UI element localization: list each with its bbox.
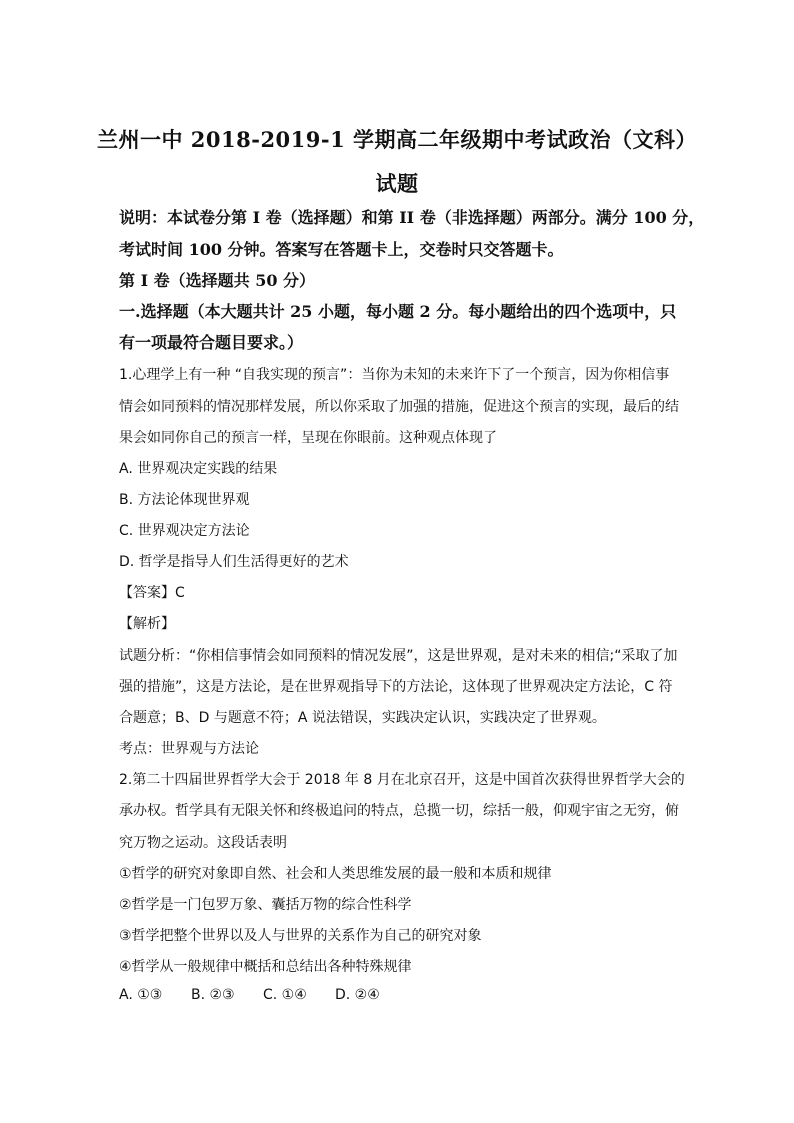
q1-option-a: A. 世界观决定实践的结果 xyxy=(119,461,278,477)
q2-stem-line-3: 究万物之运动。这段话表明 xyxy=(119,835,287,851)
q1-option-b: B. 方法论体现世界观 xyxy=(119,492,250,508)
q2-options xyxy=(119,987,380,1003)
q2-option-d: D. ②④ xyxy=(335,987,380,1003)
q1-option-c: C. 世界观决定方法论 xyxy=(119,523,250,539)
q1-option-d: D. 哲学是指导人们生活得更好的艺术 xyxy=(119,554,349,570)
q2-item-1: ①哲学的研究对象即自然、社会和人类思维发展的最一般和本质和规律 xyxy=(119,866,552,882)
q2-option-b: B. ②③ xyxy=(191,987,235,1003)
q2-option-c: C. ①④ xyxy=(263,987,307,1003)
instructions-line-1: 说明：本试卷分第 I 卷（选择题）和第 II 卷（非选择题）两部分。满分 100 分， xyxy=(119,208,705,227)
section-intro-line-2: 有一项最符合题目要求。） xyxy=(119,333,304,352)
document-title: 兰州一中 2018-2019-1 学期高二年级期中考试政治（文科） xyxy=(96,127,698,152)
q2-item-3: ③哲学把整个世界以及人与世界的关系作为自己的研究对象 xyxy=(119,928,482,944)
q1-answer: 【答案】C xyxy=(119,585,185,601)
section-intro-line-1: 一.选择题（本大题共计 25 小题，每小题 2 分。每小题给出的四个选项中，只 xyxy=(119,302,677,321)
instructions-line-2: 考试时间 100 分钟。答案写在答题卡上，交卷时只交答题卡。 xyxy=(119,240,564,259)
q1-stem-line-3: 果会如同你自己的预言一样，呈现在你眼前。这种观点体现了 xyxy=(119,430,497,446)
q1-analysis-label: 【解析】 xyxy=(119,616,175,632)
q2-stem-line-1: 2.第二十四届世界哲学大会于 2018 年 8 月在北京召开，这是中国首次获得世界哲学大会的 xyxy=(119,772,685,788)
q1-kaodian: 考点：世界观与方法论 xyxy=(119,741,259,757)
q2-item-2: ②哲学是一门包罗万象、囊括万物的综合性科学 xyxy=(119,897,412,913)
q1-stem-line-2: 情会如同预料的情况那样发展，所以你采取了加强的措施，促进这个预言的实现，最后的结 xyxy=(119,399,679,415)
q1-analysis-line-3: 合题意；B、D 与题意不符；A 说法错误，实践决定认识，实践决定了世界观。 xyxy=(119,710,606,726)
q2-option-a: A. ①③ xyxy=(119,987,163,1003)
q2-item-4: ④哲学从一般规律中概括和总结出各种特殊规律 xyxy=(119,959,412,975)
q2-stem-line-2: 承办权。哲学具有无限关怀和终极追问的特点，总揽一切，综括一般，仰观宇宙之无穷，俯 xyxy=(119,803,679,819)
document-title-cont: 试题 xyxy=(375,171,419,196)
q1-analysis-line-1: 试题分析：“你相信事情会如同预料的情况发展”，这是世界观，是对未来的相信;“采取了加 xyxy=(119,648,678,664)
q1-analysis-line-2: 强的措施”，这是方法论，是在世界观指导下的方法论，这体现了世界观决定方法论，C 符 xyxy=(119,679,673,695)
q1-stem-line-1: 1.心理学上有一种 “自我实现的预言”：当你为未知的未来许下了一个预言，因为你相信事 xyxy=(119,367,670,383)
section-heading: 第 I 卷（选择题共 50 分） xyxy=(119,271,316,290)
